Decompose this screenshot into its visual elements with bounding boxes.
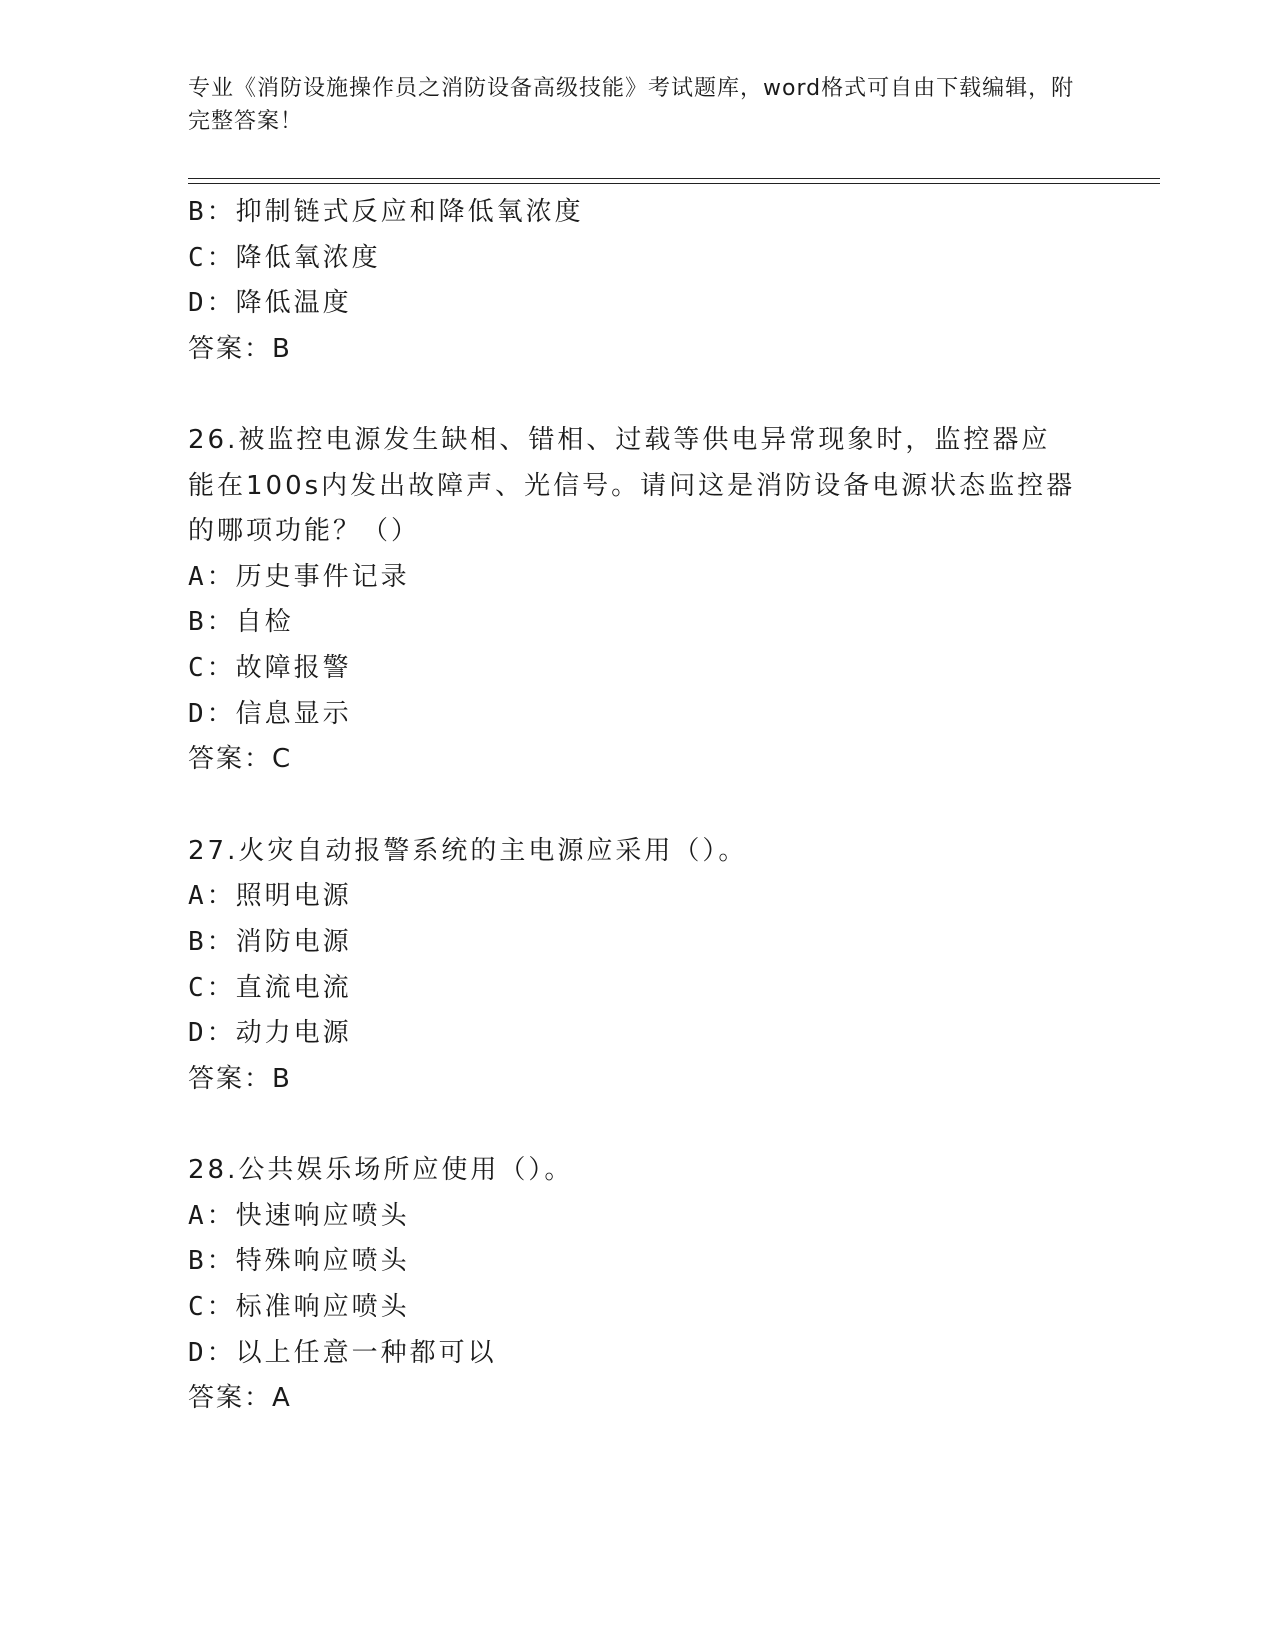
option-text: 标准响应喷头 — [235, 1292, 410, 1322]
option-text: 历史事件记录 — [235, 561, 410, 592]
option-key: B — [188, 1246, 207, 1277]
header-rule-bottom — [188, 183, 1160, 184]
option-text: 特殊响应喷头 — [235, 1246, 410, 1277]
option-key: B — [188, 607, 207, 638]
option-text: 直流电流 — [235, 972, 352, 1003]
option-key: A — [188, 881, 207, 912]
option-key: B — [188, 926, 207, 957]
option-line: D：动力电源 — [188, 1018, 352, 1049]
answer-line: 答案：B — [188, 333, 292, 364]
option-text: 信息显示 — [235, 698, 352, 729]
option-key: D — [188, 1018, 207, 1049]
question-stem: 27.火灾自动报警系统的主电源应采用（）。 — [188, 835, 748, 866]
option-line: D：降低温度 — [188, 288, 352, 319]
option-line: B：特殊响应喷头 — [188, 1246, 410, 1277]
option-line: C：标准响应喷头 — [188, 1292, 410, 1322]
option-line: A：快速响应喷头 — [188, 1200, 410, 1231]
question-stem: 26.被监控电源发生缺相、错相、过载等供电异常现象时，监控器应能在100s内发出故障声、光信号。请问这是消防设备电源状态监控器的哪项功能？（） — [188, 425, 1076, 547]
answer-line: 答案：A — [188, 1383, 292, 1414]
option-line: C：降低氧浓度 — [188, 242, 381, 273]
option-text: 以上任意一种都可以 — [235, 1337, 497, 1368]
option-text: 抑制链式反应和降低氧浓度 — [235, 197, 584, 227]
option-key: C — [188, 1292, 207, 1322]
option-key: A — [188, 1200, 207, 1231]
answer-line: 答案：B — [188, 1063, 292, 1094]
option-line: D：以上任意一种都可以 — [188, 1337, 497, 1368]
option-text: 快速响应喷头 — [235, 1200, 410, 1231]
option-key: C — [188, 972, 207, 1003]
option-line: B：自检 — [188, 607, 294, 638]
option-text: 自检 — [235, 607, 294, 638]
option-line: B：消防电源 — [188, 926, 352, 957]
option-text: 降低氧浓度 — [235, 242, 381, 273]
option-text: 故障报警 — [235, 653, 352, 684]
page-header: 专业《消防设施操作员之消防设备高级技能》考试题库，word格式可自由下载编辑，附完整答案！ — [188, 76, 1075, 134]
header-rule-top — [188, 178, 1160, 179]
question-content — [188, 190, 1088, 1422]
option-key: D — [188, 1337, 207, 1368]
option-key: D — [188, 698, 207, 729]
option-line: D：信息显示 — [188, 698, 352, 729]
option-line: C：故障报警 — [188, 653, 352, 684]
answer-line: 答案：C — [188, 744, 293, 775]
option-key: C — [188, 242, 207, 273]
option-line: A：历史事件记录 — [188, 561, 410, 592]
option-key: A — [188, 561, 207, 592]
option-key: B — [188, 197, 207, 227]
option-text: 动力电源 — [235, 1018, 352, 1049]
question-stem: 28.公共娱乐场所应使用（）。 — [188, 1155, 574, 1186]
option-line: A：照明电源 — [188, 881, 352, 912]
option-key: C — [188, 653, 207, 684]
option-text: 照明电源 — [235, 881, 352, 912]
option-line: B：抑制链式反应和降低氧浓度 — [188, 197, 584, 227]
option-key: D — [188, 288, 207, 319]
option-text: 消防电源 — [235, 926, 352, 957]
option-line: C：直流电流 — [188, 972, 352, 1003]
option-text: 降低温度 — [235, 288, 352, 319]
